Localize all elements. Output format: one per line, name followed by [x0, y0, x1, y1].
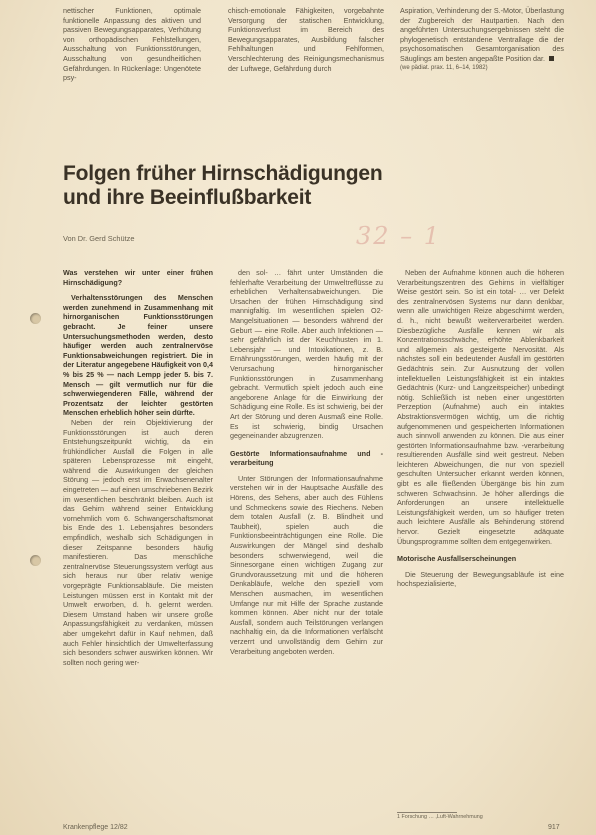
body-paragraph: den sol- … fährt unter Umständen die fehlerhafte Verarbeitung der Umweltreflüsse zu erheblichen Verhaltensabweichungen. Die Ursachen der frühen Hirnschädigung sind mannigfaltig. Im wesentlichen spielen O2-Mangelsituationen — besonders während der Geburt — eine Rolle. Aber auch Infektionen — sehr gefährlich ist der Keuchhusten im 1. Lebensjahr — und Intoxikationen, z. B. Ernährungsstörungen, werden häufig mit der Verursachung hirnorganischer Funktionsstörungen in Zusammenhang gebracht. Vermutlich spielt jedoch auch eine angeborene Anlage für die Einwirkung der Schädigung eine Rolle. Es ist schwierig, bei der Art der Störung und deren Ausmaß eine Rolle. Es ist schwierig, bindig Ursachen gegeneinander abzugrenzen. [230, 268, 383, 441]
section-question: Was verstehen wir unter einer frühen Hirnschädigung? [63, 268, 213, 287]
article-column-3 [397, 268, 564, 589]
top-right-text: Aspiration, Verhinderung der S.-Motor, Überlastung der Zugbereich der Hautpartien. Nach den angeführten Untersuchungsergebnissen steht die phylogenetisch entstandene Ventrallage die der psychosomatischen Gesamtorganisation des Säuglings am besten angepaßte Position dar. [400, 6, 564, 63]
top-left-text: nettischer Funktionen, optimale funktionelle Anpassung des aktiven und passiven Bewegungsapparates, Verhütung von orthopädischen Fehlstellungen, Ausschaltung von Funktionsstörungen, Ausschaltung von gesundheitlichen Gefährdungen. In Rückenlage: Ungenötete psy- [63, 6, 201, 83]
top-middle-text: chisch-emotionale Fähigkeiten, vorgebahnte Versorgung der statischen Entwicklung, Funktionsverlust im Bereich des Bewegungsapparates, Ausbildung falscher Fehlhaltungen und Fehlformen, Verschlechterung des Reinigungsmechanismus der Luftwege, Gefährdung durch [228, 6, 384, 73]
body-paragraph: Die Steuerung der Bewegungsabläufe ist eine hochspezialisierte, [397, 569, 564, 589]
page-number: 917 [548, 824, 560, 831]
top-column-middle [228, 6, 384, 73]
title-line-1: Folgen früher Hirnschädigungen [63, 162, 383, 185]
end-of-article-mark [549, 56, 554, 61]
section-heading: Gestörte Informationsaufnahme und -verarbeitung [230, 448, 383, 468]
handwritten-annotation: 32 – 1 [356, 222, 442, 250]
top-column-left [63, 6, 201, 83]
footnote-rule [397, 812, 457, 813]
section-heading: Motorische Ausfallserscheinungen [397, 554, 517, 564]
footnote: 1 Forschung … ,Luft-Wahrnehmung [397, 814, 483, 820]
article-column-2 [230, 268, 383, 656]
body-paragraph: Neben der rein Objektivierung der Funktionsstörungen ist auch deren Entstehungszeitpunkt wichtig, da ein frühkindlicher Ausfall die Folgen in alle späteren Lebensprozesse mit eingeht, während die Auswirkungen der gleichen Störung — jedoch erst im Erwachsenenalter eingetreten — auf einen umschriebenen Bezirk im wesentlichen beschränkt bleiben. Auch ist das Gehirn während seiner Entwicklung vornehmlich vom 6. Schwangerschaftsmonat bis Ende des 1. Lebensjahres besonders empfindlich, weshalb sich Schädigungen in dieser Zeitspanne besonders häufig manifestieren. Das menschliche zentralnervöse Steuerungssystem verfügt aus sich heraus nur über relativ wenige vorgeprägte Funktionsabläufe. Die meisten Leistungen müssen erst in Kontakt mit der Umwelt erworben, d. h. gelernt werden. Diesem Umstand haben wir unsere große Anpassungsfähigkeit zu verdanken, müssen aber umgekehrt dafür in Kauf nehmen, daß auch Fehler hinsichtlich der Umwelterfassung sich besonders schwer auswirken können. Wir sollten noch gering wer- [63, 417, 213, 667]
lead-paragraph: Verhaltensstörungen des Menschen werden zunehmend in Zusammenhang mit hirnorganischen Funktionsstörungen gebracht. Je feiner unsere Untersuchungsmethoden werden, desto häufiger werden auch zentralnervöse Funktionsabweichungen registriert. Die in der Literatur angegebene Häufigkeit von 0,4 % bis 25 % — nach Lempp jeder 5. bis 7. Mensch — gilt vermutlich nur für die schwerwiegenderen Fälle, während der Prozentsatz der leichter gestörten Menschen erheblich höher sein dürfte. [63, 293, 213, 418]
article-column-1 [63, 268, 213, 667]
top-column-right [400, 6, 564, 73]
article-title [63, 162, 503, 210]
body-paragraph: Unter Störungen der Informationsaufnahme verstehen wir in der Hauptsache Ausfälle des Hörens, des Sehens, aber auch des Fühlens und Schmeckens sowie des Riechens. Neben dem totalen Ausfall (z. B. Blindheit und Taubheit), spielen auch die Funktionsbeeinträchtigungen eine Rolle. Die Auswirkungen der Mängel sind deshalb besonders schwerwiegend, weil die Sinnesorgane einen wichtigen Zugang zur Grundvoraussetzung mit und die höheren Denkabläufe, welche den speziell vom Menschen ausmachen, im wesentlichen Umfange nur mit Hilfe der Sprache zustande kommen können. Aber nicht nur der totale Ausfall, sondern auch Teilstörungen verlangen nachhaltig ein, da die Informationen verfälscht verzerrt und unvollständig dem Gehirn zur Verarbeitung angeboten werden. [230, 473, 383, 656]
journal-footer: Krankenpflege 12/82 [63, 824, 128, 831]
binding-hole [30, 555, 41, 566]
binding-hole [30, 313, 41, 324]
title-line-2: und ihre Beeinflußbarkeit [63, 186, 312, 209]
author-byline: Von Dr. Gerd Schütze [63, 234, 135, 243]
body-paragraph: Neben der Aufnahme können auch die höheren Verarbeitungszentren des Gehirns in vielfältiger Weise gestört sein. So ist ein total- … ver Defekt des zentralnervösen Systems nur dann denkbar, wenn alle unwichtigen Reize abgeschirmt werden, d. h., nicht bewußt weiterverarbeitet werden. Diesbezügliche Ausfälle kennen wir als Konzentrationsschwäche, erhöhte Ablenkbarkeit und allgemein als gesteigerte Nervosität. Als nächstes soll ein bedeutender Ausfall im gestörten Gedächtnis sein. Zur Ausnutzung der vollen intellektuellen Leistungsfähigkeit ist ein intaktes Gedächtnis (Kurz- und Langzeitspeicher) unbedingt nötig. Schließlich ist neben einer ungestörten Perzeption (Aufnahme) auch ein intaktes Abstraktionsvermögen wichtig, um die richtig aufgenommenen und gespeicherten Informationen auch sinnvoll anwenden zu können. Die aus einer gestörten Informationsaufnahme bzw. -verarbeitung resultierenden Ausfälle sind weit gestreut. Neben leichteren Abweichungen, die nur von speziell geschulten Untersucher erkannt werden können, gibt es alle fließenden Übergänge bis hin zum schweren Schwachsinn. Je höher allerdings die Anforderungen an unsere intellektuelle Leistungsfähigkeit werden, um so häufiger treten auch leichtere Ausfälle als Behinderung störend hervor. Gezielt eingesetzte adäquate Übungsprogramme sollten dem entgegenwirken. [397, 268, 564, 546]
top-right-citation: (we pädiat. prax. 11, 6–14, 1982) [400, 64, 488, 71]
